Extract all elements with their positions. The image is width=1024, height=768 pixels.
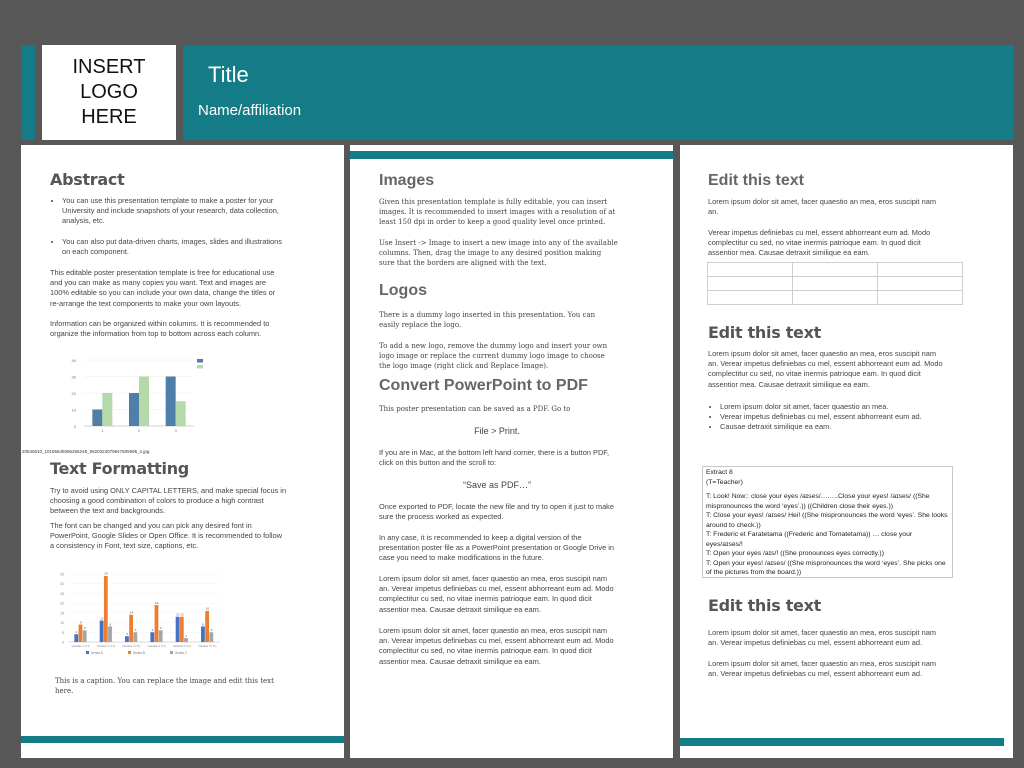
edit-text-heading-3: Edit this text: [708, 596, 821, 615]
image-filename: 20840610_10155645066256248_6820324079847505995_n.jpg: [22, 449, 150, 454]
data-label: 8: [109, 622, 112, 627]
convert-heading: Convert PowerPoint to PDF: [379, 377, 588, 394]
y-tick-label: 30: [60, 582, 64, 587]
edit-bullet-3: • Causae detraxit similique ea eam.: [720, 422, 944, 432]
data-label: 2: [185, 633, 188, 638]
x-tick-label: Variable 5 (T1): [172, 644, 192, 648]
text-formatting-paragraph-2: The font can be changed and you can pick any desired font in PowerPoint, Google Slides or Open Office. It is recommended to follow a consistency in Font, text size, captions, etc.: [50, 521, 282, 551]
bar-series-1-2: [129, 393, 139, 426]
logos-heading: Logos: [379, 282, 427, 299]
column-3-bottom-bar: [680, 738, 1004, 746]
bar-series-b-2: [104, 576, 108, 642]
extract-line: (T=Teacher): [706, 478, 743, 486]
x-tick-label: 1: [101, 428, 104, 433]
left-teal-strip: [21, 45, 35, 140]
edit-text-3-paragraph-2: Lorem ipsum dolor sit amet, facer quaestio an mea, eros suscipit nam an. Verear impetus definiebas cu mel, essent abhorreant eum ad.: [708, 659, 936, 679]
bar-series-b-3: [129, 615, 133, 642]
data-label: 4: [75, 630, 78, 635]
image-caption: This is a caption. You can replace the image and edit this text here.: [55, 677, 274, 696]
x-tick-label: Variable 3 (T1): [122, 644, 141, 648]
data-label: 13: [176, 612, 180, 617]
convert-paragraph-3: Once exported to PDF, locate the new file and try to open it just to make sure the process worked as expected.: [379, 502, 614, 522]
convert-paragraph-2: If you are in Mac, at the bottom left hand corner, there is a button PDF, click on this button and the scroll to:: [379, 448, 610, 468]
y-tick-label: 20: [60, 601, 64, 606]
lorem-paragraph-2: Lorem ipsum dolor sit amet, facer quaestio an mea, eros suscipit nam an. Verear impetus definiebas cu mel, essent abhorreant eum ad. Modo complectitur cu sed, no vitae inermis patrioque eam. In quod dicit assentior mea. Causae detraxit similique ea eam.: [379, 626, 614, 666]
bar-series-c-6: [209, 632, 213, 642]
images-heading: Images: [379, 172, 435, 189]
abstract-paragraph-2: Information can be organized within columns. It is recommended to organize the information from top to bottom across each column.: [50, 319, 270, 339]
data-label: 13: [180, 612, 184, 617]
abstract-bullets: [50, 196, 290, 267]
edit-text-heading-1: Edit this text: [708, 172, 805, 189]
x-tick-label: 2: [137, 428, 141, 433]
column-2-top-bar: [350, 151, 673, 159]
bar-series-1-3: [166, 377, 176, 427]
y-tick-label: 30: [71, 374, 76, 380]
y-tick-label: 5: [62, 630, 64, 635]
chart-2: [56, 568, 226, 658]
extract-line: T: Frederic et Faratetama ((Frederic and Tomatetama)) … close your eyes/aɪses/!: [706, 531, 913, 548]
text-formatting-heading: Text Formatting: [50, 459, 189, 478]
abstract-heading: Abstract: [50, 170, 125, 189]
poster-affiliation: Name/affiliation: [198, 102, 302, 119]
data-label: 5: [134, 628, 137, 633]
logo-placeholder[interactable]: INSERT LOGO HERE: [42, 45, 176, 140]
y-tick-label: 0: [62, 640, 64, 645]
extract-line: T: Look! Now:: close your eyes /aɪses/……..Close your eyes! /aɪses/ ((She mispronounces the word ‘eyes’.)) ((Children close their eyes.)): [706, 493, 930, 510]
bar-series-2-2: [139, 377, 149, 427]
abstract-bullet-1: • You can use this presentation template to make a poster for your University and include snapshots of your research, data collection, analysis, etc.: [62, 196, 290, 227]
poster-title: Title: [208, 62, 249, 87]
bar-series-1-1: [92, 410, 102, 427]
images-paragraph-1: Given this presentation template is fully editable, you can insert images. It is recommended to insert images with a resolution of at least 150 dpi in order to keep a good quality level once printed.: [379, 198, 616, 227]
data-label: 5: [210, 628, 213, 633]
table-row: [708, 291, 963, 305]
x-tick-label: Variable 6 (T1): [198, 644, 217, 648]
y-tick-label: 15: [60, 611, 64, 616]
x-tick-label: 3: [174, 428, 177, 433]
data-label: 9: [79, 620, 82, 625]
convert-save-as-pdf: “Save as PDF…”: [462, 480, 531, 490]
bar-series-a-6: [201, 626, 205, 642]
bar-series-c-5: [184, 638, 188, 642]
y-tick-label: 20: [71, 391, 76, 396]
x-tick-label: Variable 1 (T1): [71, 644, 90, 648]
bar-series-a-5: [176, 617, 180, 642]
data-label: 34: [104, 571, 108, 576]
data-label: 16: [205, 606, 210, 611]
column-1-bottom-bar: [21, 736, 344, 743]
lorem-paragraph-1: Lorem ipsum dolor sit amet, facer quaestio an mea, eros suscipit nam an. Verear impetus definiebas cu mel, essent abhorreant eum ad. Modo complectitur cu sed, no vitae inermis patrioque eam. In quod dicit assentior mea. Causae detraxit similique ea eam.: [379, 574, 614, 614]
data-label: 3: [126, 631, 128, 636]
table-row: [708, 277, 963, 291]
y-tick-label: 10: [60, 621, 64, 626]
data-label: 11: [100, 616, 104, 621]
legend-swatch-series-2: [197, 365, 203, 369]
bar-series-a-1: [74, 634, 78, 642]
bar-series-c-1: [83, 630, 87, 642]
y-tick-label: 10: [71, 407, 76, 413]
edit-text-2-paragraph: Lorem ipsum dolor sit amet, facer quaestio an mea, eros suscipit nam an. Verear impetus definiebas cu mel, essent abhorreant eum ad. Modo complectitur cu sed, no vitae inermis patrioque eam. In quod dicit assentior mea. Causae detraxit similique ea eam.: [708, 349, 943, 389]
bar-series-b-1: [79, 625, 83, 642]
data-label: 6: [84, 626, 86, 631]
edit-text-1-paragraph-1: Lorem ipsum dolor sit amet, facer quaestio an mea, eros suscipit nam an.: [708, 197, 936, 217]
edit-text-heading-2: Edit this text: [708, 323, 821, 342]
y-tick-label: 40: [71, 358, 76, 363]
x-tick-label: Variable 4 (T1): [147, 644, 166, 648]
bar-series-a-2: [100, 621, 104, 642]
legend-swatch: [86, 651, 89, 654]
table-row: [708, 263, 963, 277]
y-tick-label: 25: [60, 591, 64, 596]
edit-text-2-bullets: [708, 402, 944, 433]
extract-line: Extract 8: [706, 469, 733, 476]
y-tick-label: 0: [73, 424, 76, 429]
bar-series-c-3: [133, 632, 137, 642]
bar-series-b-6: [205, 611, 209, 642]
data-label: 6: [160, 626, 162, 631]
abstract-bullet-2: • You can also put data-driven charts, images, slides and illustrations on each component.: [62, 237, 290, 257]
data-label: 14: [129, 610, 134, 615]
extract-line: T: Open your eyes! /aɪses/ ((She mispronounces the word ‘eyes’. She picks one of the pictures from the board.)): [706, 559, 946, 576]
data-label: 8: [202, 622, 204, 627]
convert-paragraph-1: This poster presentation can be saved as a PDF. Go to: [379, 405, 571, 413]
bar-series-b-4: [155, 605, 159, 642]
logos-paragraph-1: There is a dummy logo inserted in this presentation. You can easily replace the logo.: [379, 311, 596, 330]
legend-label: Series A: [91, 650, 103, 655]
text-formatting-paragraph-1: Try to avoid using ONLY CAPITAL LETTERS, and make special focus in choosing a good combination of colors to produce a high contrast between the text and backgrounds.: [50, 486, 287, 516]
empty-table: [707, 262, 963, 305]
convert-file-print: File > Print.: [474, 426, 520, 436]
bar-series-b-5: [180, 617, 184, 642]
convert-paragraph-4: In any case, it is recommended to keep a digital version of the presentation poster file as a PowerPoint presentation or Google Drive in case you need to make modifications in the future.: [379, 533, 614, 563]
data-label: 19: [154, 600, 159, 605]
bar-series-2-3: [176, 401, 186, 426]
title-banner: [183, 45, 1014, 140]
transcript-extract: [702, 466, 953, 578]
bar-series-c-4: [159, 630, 163, 642]
edit-bullet-1: • Lorem ipsum dolor sit amet, facer quaestio an mea.: [720, 402, 944, 412]
legend-swatch-series-1: [197, 359, 203, 363]
bar-series-c-2: [108, 626, 112, 642]
logos-paragraph-2: To add a new logo, remove the dummy logo and insert your own logo image or replace the current dummy logo image to choose the logo image (right click and Replace Image).: [379, 342, 608, 371]
edit-text-1-paragraph-2: Verear impetus definiebas cu mel, essent abhorreant eum ad. Modo complectitur cu sed, no vitae inermis patrioque eam. In quod dicit assentior mea. Causae detraxit similique ea eam.: [708, 228, 931, 258]
legend-label: Series C: [175, 650, 188, 655]
bar-series-a-4: [150, 632, 154, 642]
extract-line: T: Close your eyes! /aɪses/ Hei! ((She mispronounces the word ‘eyes’. She looks around to check.)): [706, 512, 948, 529]
bar-series-a-3: [125, 636, 129, 642]
x-tick-label: Variable 2 (T1): [96, 644, 116, 648]
bar-series-2-1: [102, 393, 112, 426]
y-tick-label: 35: [60, 572, 64, 577]
data-label: 5: [151, 628, 154, 633]
legend-swatch: [170, 651, 173, 654]
legend-label: Series B: [133, 650, 146, 655]
chart-1: [60, 352, 220, 434]
abstract-paragraph-1: This editable poster presentation template is free for educational use and you can make as many copies you want. Text and images are 100% editable so you can include your own data, change the titles or re-arrange the text components to make your own layouts.: [50, 268, 276, 308]
edit-text-3-paragraph-1: Lorem ipsum dolor sit amet, facer quaestio an mea, eros suscipit nam an. Verear impetus definiebas cu mel, essent abhorreant eum ad.: [708, 628, 936, 648]
images-paragraph-2: Use Insert -> Image to insert a new image into any of the available columns. Then, drag the image to any desired position making sure that the borders are aligned with the text.: [379, 239, 618, 268]
extract-line: T: Open your eyes /aɪs/! ((She pronounces eyes correctly.)): [706, 550, 884, 557]
edit-bullet-2: • Verear impetus definiebas cu mel, essent abhorreant eum ad.: [720, 412, 944, 422]
legend-swatch: [128, 651, 131, 654]
